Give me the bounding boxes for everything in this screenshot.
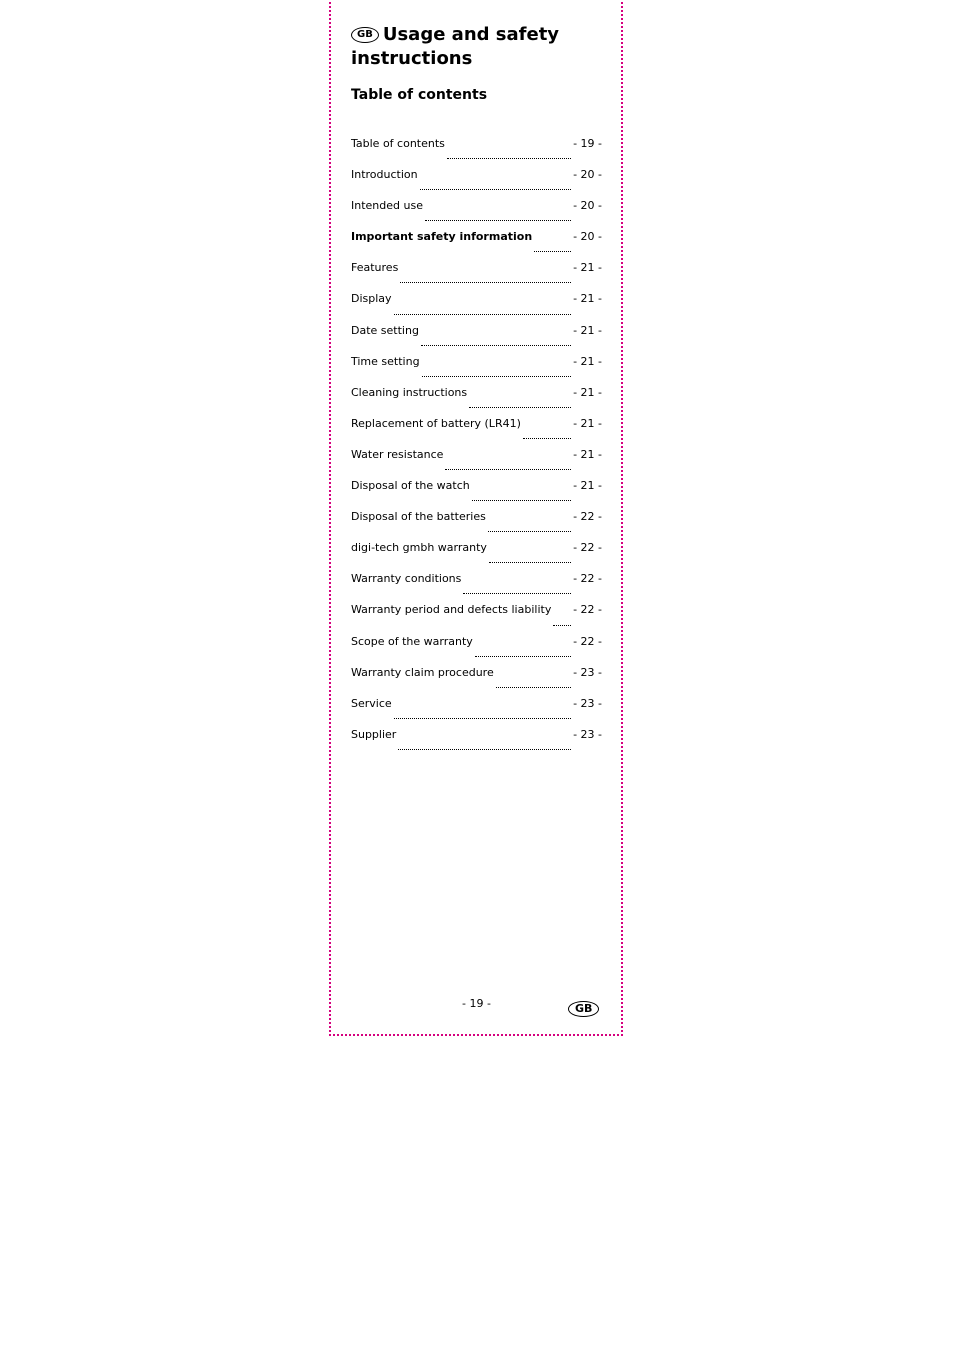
toc-entry-page: - 20 - <box>573 168 602 182</box>
toc-dot-leader <box>553 624 571 626</box>
toc-entry-page: - 21 - <box>573 323 602 337</box>
toc-entry-label: Date setting <box>351 323 419 337</box>
toc-entry[interactable] <box>351 635 602 666</box>
toc-entry-page: - 21 - <box>573 479 602 493</box>
document-title <box>351 23 611 71</box>
toc-entry-label: Time setting <box>351 354 420 368</box>
toc-entry-label: Scope of the warranty <box>351 634 473 648</box>
toc-dot-leader <box>422 375 572 377</box>
toc-dot-leader <box>394 313 572 315</box>
toc-entry[interactable] <box>351 541 602 572</box>
toc-dot-leader <box>445 468 571 470</box>
toc-entry-page: - 23 - <box>573 696 602 710</box>
toc-entry-label: Supplier <box>351 727 397 741</box>
title-text-1: Usage and safety <box>382 24 560 45</box>
toc-entry-label: Water resistance <box>351 447 444 461</box>
footer-page-number: - 19 - <box>462 997 491 1010</box>
toc-entry-page: - 22 - <box>573 541 602 555</box>
toc-entry[interactable] <box>351 728 602 759</box>
toc-entry-label: Display <box>351 292 392 306</box>
toc-entry-page: - 21 - <box>573 416 602 430</box>
toc-entry-page: - 20 - <box>573 199 602 213</box>
toc-entry-label: Introduction <box>351 168 418 182</box>
toc-entry[interactable] <box>351 199 602 230</box>
toc-entry[interactable] <box>351 261 602 292</box>
toc-entry[interactable] <box>351 386 602 417</box>
toc-dot-leader <box>488 530 571 532</box>
toc-dot-leader <box>489 561 571 563</box>
toc-entry-label: Service <box>351 696 392 710</box>
gb-language-badge: GB <box>351 27 379 43</box>
toc-entry-label: Warranty claim procedure <box>351 665 494 679</box>
toc-entry[interactable] <box>351 479 602 510</box>
toc-entry[interactable] <box>351 137 602 168</box>
toc-entry-page: - 22 - <box>573 572 602 586</box>
toc-entry[interactable] <box>351 168 602 199</box>
toc-dot-leader <box>472 499 571 501</box>
footer-language-badge <box>568 997 603 1017</box>
toc-dot-leader <box>496 686 571 688</box>
title-line-1 <box>351 23 611 47</box>
toc-dot-leader <box>523 437 571 439</box>
toc-entry-label: Warranty period and defects liability <box>351 603 552 617</box>
toc-entry-page: - 22 - <box>573 510 602 524</box>
toc-entry[interactable] <box>351 292 602 323</box>
toc-entry-page: - 21 - <box>573 447 602 461</box>
toc-entry[interactable] <box>351 324 602 355</box>
toc-entry-label: Replacement of battery (LR41) <box>351 416 521 430</box>
toc-dot-leader <box>469 406 571 408</box>
toc-entry-label: Disposal of the batteries <box>351 510 486 524</box>
toc-entry-page: - 21 - <box>573 261 602 275</box>
toc-entry-page: - 21 - <box>573 292 602 306</box>
toc-entry-page: - 23 - <box>573 727 602 741</box>
toc-entry[interactable] <box>351 572 602 603</box>
toc-entry[interactable] <box>351 230 602 261</box>
toc-entry-label: Intended use <box>351 199 423 213</box>
toc-entry-label: Table of contents <box>351 137 445 150</box>
toc-entry-label: Disposal of the watch <box>351 479 470 493</box>
toc-entry-label: Cleaning instructions <box>351 385 468 399</box>
toc-dot-leader <box>398 748 571 750</box>
toc-entry-page: - 21 - <box>573 354 602 368</box>
toc-dot-leader <box>447 157 571 159</box>
title-line-2: instructions <box>351 48 473 69</box>
toc-entry-label: Important safety information <box>351 230 533 244</box>
toc-entry[interactable] <box>351 697 602 728</box>
toc-entry-label: digi-tech gmbh warranty <box>351 541 487 555</box>
toc-entry[interactable] <box>351 666 602 697</box>
toc-dot-leader <box>463 592 571 594</box>
toc-entry[interactable] <box>351 510 602 541</box>
toc-entry[interactable] <box>351 603 602 634</box>
toc-entry-page: - 22 - <box>573 603 602 617</box>
toc-dot-leader <box>475 655 571 657</box>
toc-heading: Table of contents <box>351 87 488 103</box>
toc-entry-page: - 22 - <box>573 634 602 648</box>
toc-entry-page: - 23 - <box>573 665 602 679</box>
toc-dot-leader <box>534 250 571 252</box>
toc-entry[interactable] <box>351 355 602 386</box>
toc-entry-page: - 19 - <box>573 137 602 150</box>
toc-entry-page: - 20 - <box>573 230 602 244</box>
toc-entry-page: - 21 - <box>573 385 602 399</box>
toc-entry[interactable] <box>351 417 602 448</box>
toc-dot-leader <box>394 717 571 719</box>
gb-badge-footer: GB <box>568 1001 599 1017</box>
table-of-contents <box>351 137 602 759</box>
toc-dot-leader <box>400 281 571 283</box>
toc-entry-label: Features <box>351 261 399 275</box>
toc-dot-leader <box>420 188 571 190</box>
toc-dot-leader <box>421 344 571 346</box>
toc-entry[interactable] <box>351 448 602 479</box>
toc-dot-leader <box>425 219 571 221</box>
toc-entry-label: Warranty conditions <box>351 572 462 586</box>
